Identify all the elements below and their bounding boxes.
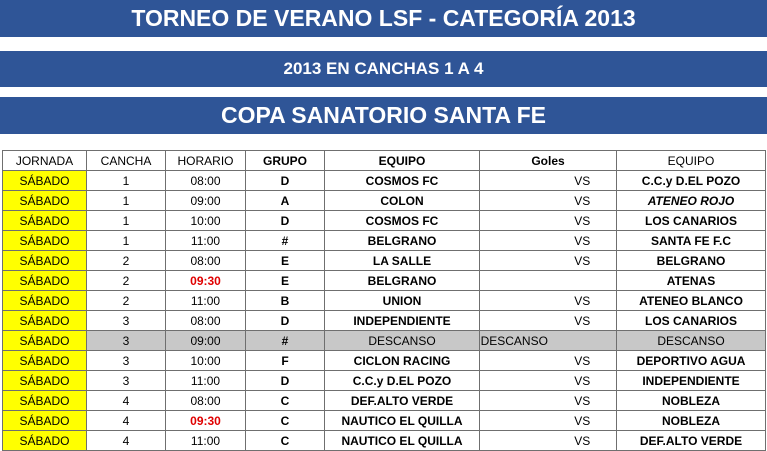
cancha-cell: 4 xyxy=(87,431,166,451)
col-goles: Goles xyxy=(480,151,617,171)
grupo-cell: C xyxy=(246,431,325,451)
jornada-cell: SÁBADO xyxy=(3,231,87,251)
col-cancha: CANCHA xyxy=(87,151,166,171)
home-team-cell: DESCANSO xyxy=(325,331,480,351)
away-team-cell: DEPORTIVO AGUA xyxy=(617,351,766,371)
away-team-cell: DESCANSO xyxy=(617,331,766,351)
vs-cell: VS xyxy=(549,391,617,411)
horario-cell: 08:00 xyxy=(166,251,246,271)
cancha-cell: 1 xyxy=(87,231,166,251)
table-row xyxy=(3,311,766,331)
jornada-cell: SÁBADO xyxy=(3,311,87,331)
grupo-cell: B xyxy=(246,291,325,311)
vs-cell: VS xyxy=(549,191,617,211)
home-team-cell: COSMOS FC xyxy=(325,211,480,231)
jornada-cell: SÁBADO xyxy=(3,251,87,271)
grupo-cell: E xyxy=(246,251,325,271)
goles-cell xyxy=(480,311,549,331)
goles-cell xyxy=(480,411,549,431)
cancha-cell: 2 xyxy=(87,291,166,311)
away-team-cell: LOS CANARIOS xyxy=(617,211,766,231)
home-team-cell: C.C.y D.EL POZO xyxy=(325,371,480,391)
goles-cell xyxy=(480,231,549,251)
table-row xyxy=(3,371,766,391)
cancha-cell: 4 xyxy=(87,411,166,431)
goles-cell xyxy=(480,291,549,311)
away-team-cell: NOBLEZA xyxy=(617,411,766,431)
vs-cell: VS xyxy=(549,431,617,451)
table-row xyxy=(3,271,766,291)
table-row xyxy=(3,331,766,351)
cancha-cell: 1 xyxy=(87,191,166,211)
horario-cell: 11:00 xyxy=(166,231,246,251)
goles-cell xyxy=(480,191,549,211)
horario-cell: 10:00 xyxy=(166,351,246,371)
horario-cell: 11:00 xyxy=(166,291,246,311)
home-team-cell: CICLON RACING xyxy=(325,351,480,371)
vs-cell: VS xyxy=(549,251,617,271)
goles-cell: DESCANSO xyxy=(480,331,549,351)
jornada-cell: SÁBADO xyxy=(3,411,87,431)
cancha-cell: 1 xyxy=(87,171,166,191)
grupo-cell: # xyxy=(246,231,325,251)
jornada-cell: SÁBADO xyxy=(3,271,87,291)
horario-cell: 10:00 xyxy=(166,211,246,231)
vs-cell: VS xyxy=(549,211,617,231)
grupo-cell: C xyxy=(246,411,325,431)
jornada-cell: SÁBADO xyxy=(3,211,87,231)
home-team-cell: NAUTICO EL QUILLA xyxy=(325,431,480,451)
cancha-cell: 3 xyxy=(87,371,166,391)
vs-cell: VS xyxy=(549,231,617,251)
col-horario: HORARIO xyxy=(166,151,246,171)
grupo-cell: D xyxy=(246,211,325,231)
col-jornada: JORNADA xyxy=(3,151,87,171)
home-team-cell: LA SALLE xyxy=(325,251,480,271)
away-team-cell: BELGRANO xyxy=(617,251,766,271)
cup-title: COPA SANATORIO SANTA FE xyxy=(0,97,767,134)
goles-cell xyxy=(480,211,549,231)
goles-cell xyxy=(480,371,549,391)
grupo-cell: E xyxy=(246,271,325,291)
cancha-cell: 2 xyxy=(87,251,166,271)
goles-cell xyxy=(480,351,549,371)
away-team-cell: ATENAS xyxy=(617,271,766,291)
vs-cell: VS xyxy=(549,311,617,331)
away-team-cell: C.C.y D.EL POZO xyxy=(617,171,766,191)
home-team-cell: BELGRANO xyxy=(325,271,480,291)
vs-cell: VS xyxy=(549,411,617,431)
grupo-cell: D xyxy=(246,311,325,331)
cancha-cell: 3 xyxy=(87,351,166,371)
jornada-cell: SÁBADO xyxy=(3,351,87,371)
away-team-cell: ATENEO BLANCO xyxy=(617,291,766,311)
jornada-cell: SÁBADO xyxy=(3,331,87,351)
home-team-cell: DEF.ALTO VERDE xyxy=(325,391,480,411)
grupo-cell: C xyxy=(246,391,325,411)
grupo-cell: A xyxy=(246,191,325,211)
cancha-cell: 2 xyxy=(87,271,166,291)
away-team-cell: LOS CANARIOS xyxy=(617,311,766,331)
horario-cell: 09:00 xyxy=(166,331,246,351)
col-equipo-local: EQUIPO xyxy=(325,151,480,171)
vs-cell: VS xyxy=(549,291,617,311)
table-row xyxy=(3,211,766,231)
vs-cell: VS xyxy=(549,171,617,191)
col-equipo-visitante: EQUIPO xyxy=(617,151,766,171)
jornada-cell: SÁBADO xyxy=(3,391,87,411)
away-team-cell: SANTA FE F.C xyxy=(617,231,766,251)
tournament-title: TORNEO DE VERANO LSF - CATEGORÍA 2013 xyxy=(0,0,767,37)
table-row xyxy=(3,351,766,371)
horario-cell: 11:00 xyxy=(166,431,246,451)
table-row xyxy=(3,171,766,191)
away-team-cell: INDEPENDIENTE xyxy=(617,371,766,391)
goles-cell xyxy=(480,391,549,411)
grupo-cell: # xyxy=(246,331,325,351)
fixture-table xyxy=(2,150,766,451)
jornada-cell: SÁBADO xyxy=(3,191,87,211)
table-row xyxy=(3,231,766,251)
horario-cell: 08:00 xyxy=(166,391,246,411)
category-subtitle: 2013 EN CANCHAS 1 A 4 xyxy=(0,51,767,87)
table-row xyxy=(3,191,766,211)
col-grupo: GRUPO xyxy=(246,151,325,171)
vs-cell xyxy=(549,271,617,291)
horario-cell: 11:00 xyxy=(166,371,246,391)
home-team-cell: BELGRANO xyxy=(325,231,480,251)
home-team-cell: COLON xyxy=(325,191,480,211)
jornada-cell: SÁBADO xyxy=(3,291,87,311)
table-row xyxy=(3,431,766,451)
grupo-cell: D xyxy=(246,171,325,191)
home-team-cell: NAUTICO EL QUILLA xyxy=(325,411,480,431)
table-row xyxy=(3,251,766,271)
home-team-cell: UNION xyxy=(325,291,480,311)
vs-cell: VS xyxy=(549,371,617,391)
cancha-cell: 3 xyxy=(87,331,166,351)
horario-cell: 08:00 xyxy=(166,311,246,331)
cancha-cell: 1 xyxy=(87,211,166,231)
away-team-cell: NOBLEZA xyxy=(617,391,766,411)
grupo-cell: F xyxy=(246,351,325,371)
horario-cell: 09:30 xyxy=(166,411,246,431)
goles-cell xyxy=(480,171,549,191)
horario-cell: 09:30 xyxy=(166,271,246,291)
table-row xyxy=(3,411,766,431)
goles-cell xyxy=(480,431,549,451)
cancha-cell: 3 xyxy=(87,311,166,331)
away-team-cell: DEF.ALTO VERDE xyxy=(617,431,766,451)
cancha-cell: 4 xyxy=(87,391,166,411)
home-team-cell: INDEPENDIENTE xyxy=(325,311,480,331)
home-team-cell: COSMOS FC xyxy=(325,171,480,191)
horario-cell: 09:00 xyxy=(166,191,246,211)
goles-cell xyxy=(480,271,549,291)
jornada-cell: SÁBADO xyxy=(3,171,87,191)
vs-cell: VS xyxy=(549,351,617,371)
table-row xyxy=(3,391,766,411)
vs-cell xyxy=(549,331,617,351)
grupo-cell: D xyxy=(246,371,325,391)
table-header-row xyxy=(3,151,766,171)
jornada-cell: SÁBADO xyxy=(3,431,87,451)
horario-cell: 08:00 xyxy=(166,171,246,191)
table-row xyxy=(3,291,766,311)
goles-cell xyxy=(480,251,549,271)
jornada-cell: SÁBADO xyxy=(3,371,87,391)
away-team-cell: ATENEO ROJO xyxy=(617,191,766,211)
